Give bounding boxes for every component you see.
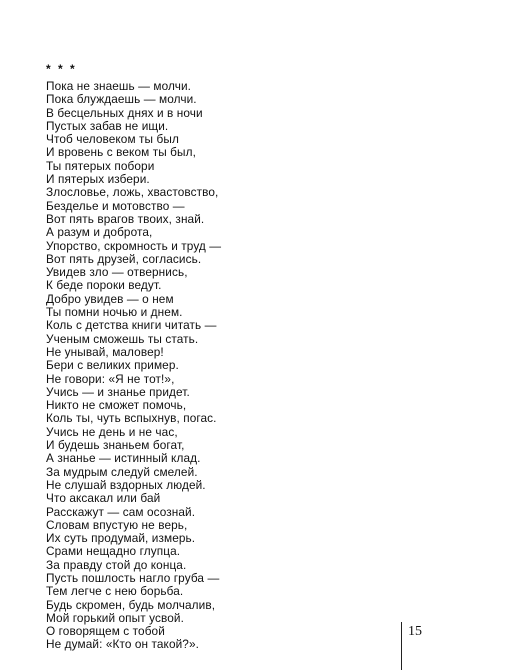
poem-line: Злословье, ложь, хвастовство, — [46, 185, 219, 200]
poem-line: Словам впустую не верь, — [46, 517, 188, 532]
page-number: 15 — [408, 624, 422, 639]
poem-line: Добро увидев — о нем — [46, 291, 174, 306]
poem-line: Пусть пошлость нагло груба — — [46, 570, 220, 585]
poem-line: Бери с великих пример. — [46, 358, 179, 373]
poem-line: Упорство, скромность и труд — — [46, 238, 222, 253]
poem-line: И пятерых избери. — [46, 172, 150, 187]
poem-line: Тем легче с нею борьба. — [46, 584, 184, 599]
poem-line: Коль ты, чуть вспыхнув, погас. — [46, 411, 217, 426]
poem-line: Не думай: «Кто он такой?». — [46, 637, 199, 652]
poem-line: Расскажут — сам осознай. — [46, 504, 196, 519]
poem-line: Вот пять врагов твоих, знай. — [46, 211, 205, 226]
poem-line: Ученым сможешь ты стать. — [46, 331, 199, 346]
poem-line: Увидев зло — отвернись, — [46, 265, 188, 280]
poem-line: Что аксакал или бай — [46, 491, 161, 506]
poem-line: А знанье — истинный клад. — [46, 451, 201, 466]
poem-heading: * * * — [46, 62, 77, 76]
poem-line: Никто не сможет помочь, — [46, 398, 187, 413]
poem-line: Вот пять друзей, согласись. — [46, 251, 202, 266]
poem-line: О говорящем с тобой — [46, 624, 165, 639]
poem-line: За мудрым следуй смелей. — [46, 464, 198, 479]
poem-line: За правду стой до конца. — [46, 557, 187, 572]
poem-line: Коль с детства книги читать — — [46, 318, 217, 333]
poem-line: Учись не день и не час, — [46, 424, 178, 439]
poem-text — [46, 80, 346, 652]
poem-line: Ты помни ночью и днем. — [46, 305, 183, 320]
poem-line: Срами нещадно глупца. — [46, 544, 181, 559]
poem-line: Пустых забав не ищи. — [46, 118, 169, 133]
poem-line: Ты пятерых побори — [46, 158, 155, 173]
poem-line: К беде пороки ведут. — [46, 278, 162, 293]
poem-line: В бесцельных днях и в ночи — [46, 105, 203, 120]
poem-line: Чтоб человеком ты был — [46, 132, 179, 147]
poem-line: Мой горький опыт усвой. — [46, 610, 184, 625]
poem-line: Не слушай вздорных людей. — [46, 477, 206, 492]
poem-line: Не унывай, маловер! — [46, 344, 164, 359]
poem-line: Пока блуждаешь — молчи. — [46, 92, 197, 107]
poem-line: Пока не знаешь — молчи. — [46, 79, 192, 93]
poem-line: Учись — и знанье придет. — [46, 384, 190, 399]
poem-line: Их суть продумай, измерь. — [46, 531, 196, 546]
poem-line: Будь скромен, будь молчалив, — [46, 597, 216, 612]
poem-line: Безделье и мотовство — — [46, 198, 185, 213]
poem-line: А разум и доброта, — [46, 225, 153, 240]
poem-line: И вровень с веком ты был, — [46, 145, 196, 160]
poem-line: Не говори: «Я не тот!», — [46, 371, 175, 386]
page-number-rule — [401, 622, 402, 670]
poem-line: И будешь знаньем богат, — [46, 438, 185, 453]
